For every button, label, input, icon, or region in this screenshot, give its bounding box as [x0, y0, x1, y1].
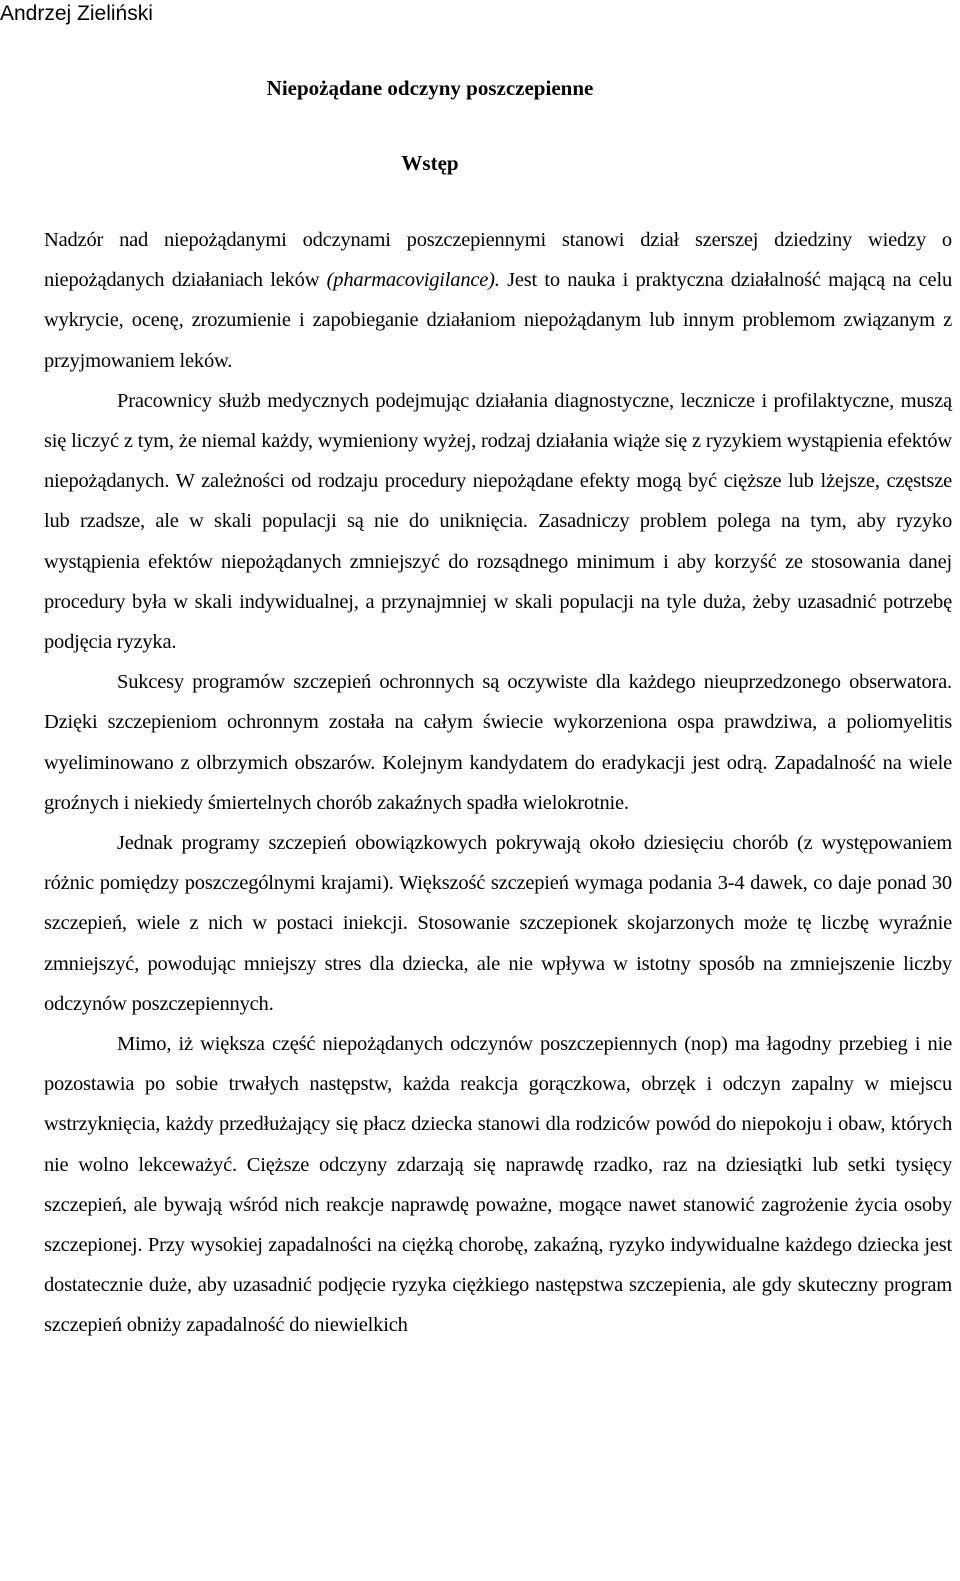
author-name: Andrzej Zieliński [0, 2, 153, 25]
document-title: Niepożądane odczyny poszczepienne [266, 76, 594, 100]
paragraph: Sukcesy programów szczepień ochronnych są oczywiste dla każdego nieuprzedzonego obserwatora. Dzięki szczepieniom ochronnym została na całym świecie wykorzeniona ospa prawdziwa, a poliomyelitis wyeliminowano z olbrzymich obszarów. Kolejnym kandydatem do eradykacji jest odrą. Zapadalność na wiele groźnych i niekiedy śmiertelnych chorób zakaźnych spadła wielokrotnie. [44, 671, 952, 814]
paragraph: Mimo, iż większa część niepożądanych odczynów poszczepiennych (nop) ma łagodny przebieg i nie pozostawia po sobie trwałych następstw, każda reakcja gorączkowa, obrzęk i odczyn zapalny w miejscu wstrzyknięcia, każdy przedłużający się płacz dziecka stanowi dla rodziców powód do niepokoju i obaw, których nie wolno lekceważyć. Cięższe odczyny zdarzają się naprawdę rzadko, raz na dziesiątki lub setki tysięcy szczepień, ale bywają wśród nich reakcje naprawdę poważne, mogące nawet stanowić zagrożenie życia osoby szczepionej. Przy wysokiej zapadalności na ciężką chorobę, zakaźną, ryzyko indywidualne każdego dziecka jest dostatecznie duże, aby uzasadnić podjęcie ryzyka ciężkiego następstwa szczepienia, ale gdy skuteczny program szczepień obniży zapadalność do niewielkich [44, 1033, 952, 1337]
paragraph: Jednak programy szczepień obowiązkowych pokrywają około dziesięciu chorób (z występowaniem różnic pomiędzy poszczególnymi krajami). Większość szczepień wymaga podania 3-4 dawek, co daje ponad 30 szczepień, wiele z nich w postaci iniekcji. Stosowanie szczepionek skojarzonych może tę liczbę wyraźnie zmniejszyć, powodując mniejszy stres dla dziecka, ale nie wpływa w istotny sposób na zmniejszenie liczby odczynów poszczepiennych. [44, 832, 952, 1015]
document-body [44, 220, 952, 1346]
paragraph: Pracownicy służb medycznych podejmując działania diagnostyczne, lecznicze i profilaktyczne, muszą się liczyć z tym, że niemal każdy, wymieniony wyżej, rodzaj działania wiąże się z ryzykiem wystąpienia efektów niepożądanych. W zależności od rodzaju procedury niepożądane efekty mogą być cięższe lub lżejsze, częstsze lub rzadsze, ale w skali populacji są nie do uniknięcia. Zasadniczy problem polega na tym, aby ryzyko wystąpienia efektów niepożądanych zmniejszyć do rozsądnego minimum i aby korzyść ze stosowania danej procedury była w skali indywidualnej, a przynajmniej w skali populacji na tyle duża, żeby uzasadnić potrzebę podjęcia ryzyka. [44, 389, 952, 654]
section-heading: Wstęp [401, 151, 459, 175]
paragraph-text: Nadzór nad niepożądanymi odczynami poszczepiennymi stanowi dział szerszej dziedziny wiedzy o niepożądanych działaniach leków [44, 229, 952, 292]
latin-term: (pharmacovigilance). [326, 269, 500, 292]
paragraph-text: Jest to nauka i praktyczna działalność mającą na celu wykrycie, ocenę, zrozumienie i zapobieganie działaniom niepożądanym lub innym problemom związanym z przyjmowaniem leków. [44, 269, 952, 372]
paragraph [44, 220, 952, 381]
